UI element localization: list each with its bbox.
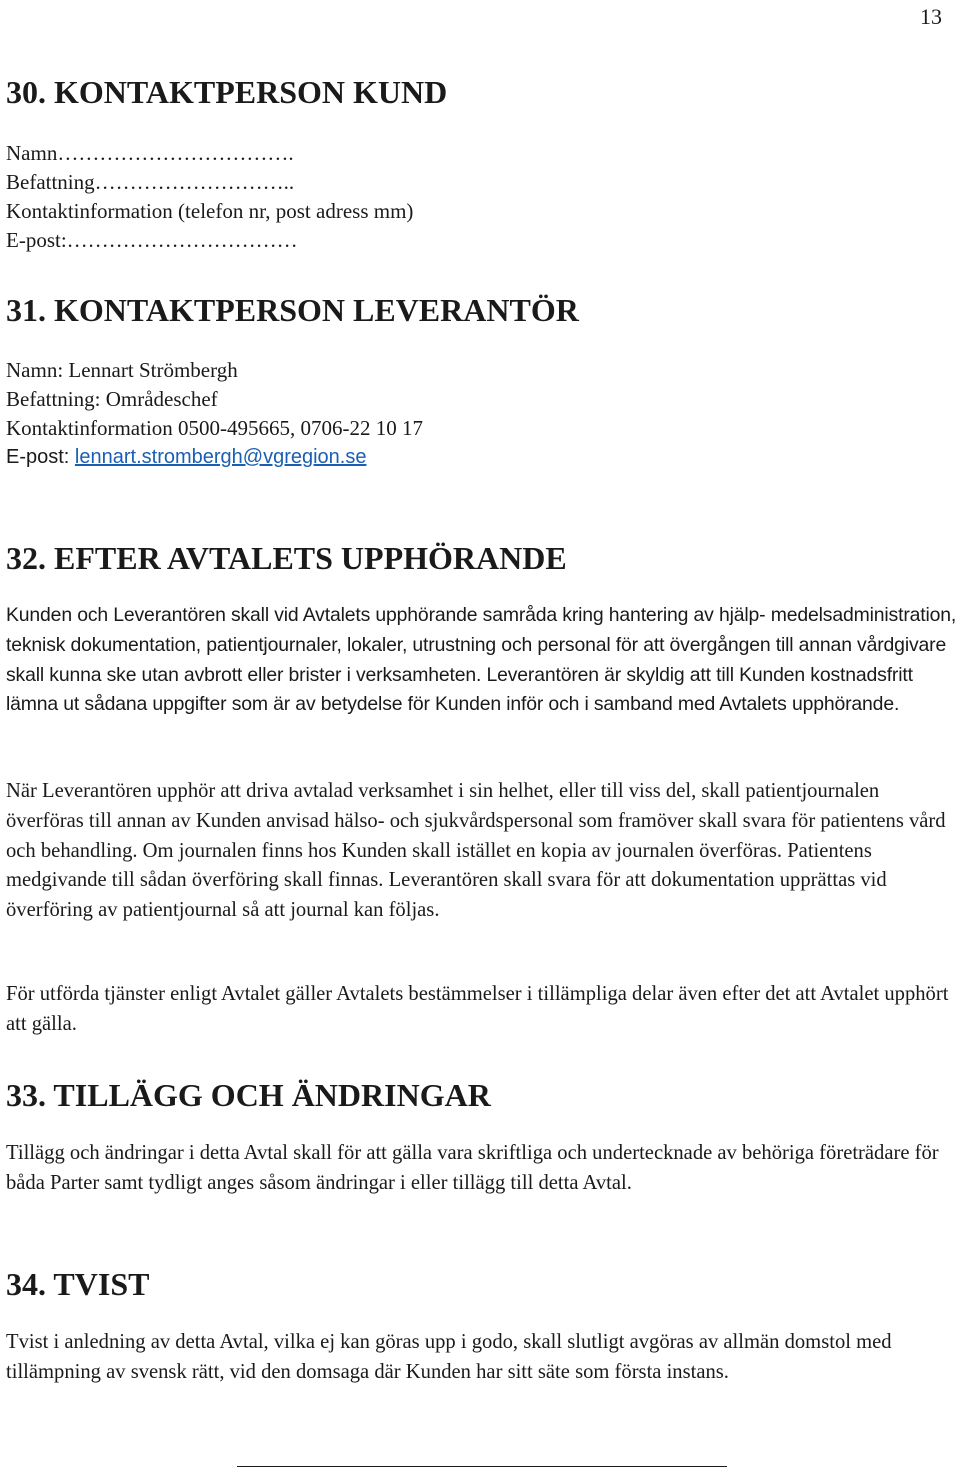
section-32-paragraph-3: För utförda tjänster enligt Avtalet gäller Avtalets bestämmelser i tillämpliga delar även efter det att Avtalet upphört att gälla.: [6, 983, 949, 1035]
supplier-name-line: Namn: Lennart Strömbergh: [6, 358, 238, 382]
supplier-email-line: [6, 447, 366, 467]
section-34-paragraph: Tvist i anledning av detta Avtal, vilka ej kan göras upp i godo, skall slutligt avgöras av allmän domstol med tillämpning av svensk rätt, vid den domsaga där Kunden har sitt säte som första instans.: [6, 1331, 892, 1383]
section-33-paragraph: Tillägg och ändringar i detta Avtal skall för att gälla vara skriftliga och undertecknade av behöriga företrädare för båda Parter samt tydligt anges såsom ändringar i eller tillägg till detta Avtal.: [6, 1142, 939, 1194]
section-32-paragraph-1: Kunden och Leverantören skall vid Avtalets upphörande samråda kring hantering av hjälp- medelsadministration, teknisk dokumentation, patientjournaler, lokaler, utrustning och personal för att övergången till annan vårdgivare skall kunna ske utan avbrott eller brister i verksamheten. Leverantören är skyldig att till Kunden kostnadsfritt lämna ut sådana uppgifter som är av betydelse för Kunden inför och i samband med Avtalets upphörande.: [6, 604, 957, 716]
section-31-heading: 31. KONTAKTPERSON LEVERANTÖR: [6, 292, 579, 328]
supplier-title-line: Befattning: Områdeschef: [6, 387, 218, 411]
supplier-email-link[interactable]: lennart.strombergh@vgregion.se: [74, 446, 367, 468]
customer-name-line: Namn…………………………….: [6, 141, 294, 165]
footer-rule: [237, 1466, 727, 1467]
supplier-email-label: E-post:: [6, 446, 75, 468]
supplier-contact-line: Kontaktinformation 0500-495665, 0706-22 10 17: [6, 416, 424, 440]
section-34-heading: 34. TVIST: [6, 1266, 150, 1302]
section-32-paragraph-2: När Leverantören upphör att driva avtalad verksamhet i sin helhet, eller till viss del, skall patientjournalen överföras till annan av Kunden anvisad hälso- och sjukvårdspersonal som framöver skall svara för patientens vård och behandling. Om journalen finns hos Kunden skall istället en kopia av journalen överföras. Patientens medgivande till sådan överföring skall finnas. Leverantören skall svara för att dokumentation upprättas vid överföring av patientjournal så att journal kan följas.: [6, 780, 946, 922]
section-33-heading: 33. TILLÄGG OCH ÄNDRINGAR: [6, 1077, 491, 1113]
customer-contact-line: Kontaktinformation (telefon nr, post adress mm): [6, 199, 414, 223]
customer-title-line: Befattning………………………..: [6, 170, 295, 194]
section-30-heading: 30. KONTAKTPERSON KUND: [6, 74, 448, 110]
section-32-heading: 32. EFTER AVTALETS UPPHÖRANDE: [6, 540, 567, 576]
customer-email-line: E-post:……………………………: [6, 228, 298, 252]
page-number: 13: [920, 4, 942, 29]
